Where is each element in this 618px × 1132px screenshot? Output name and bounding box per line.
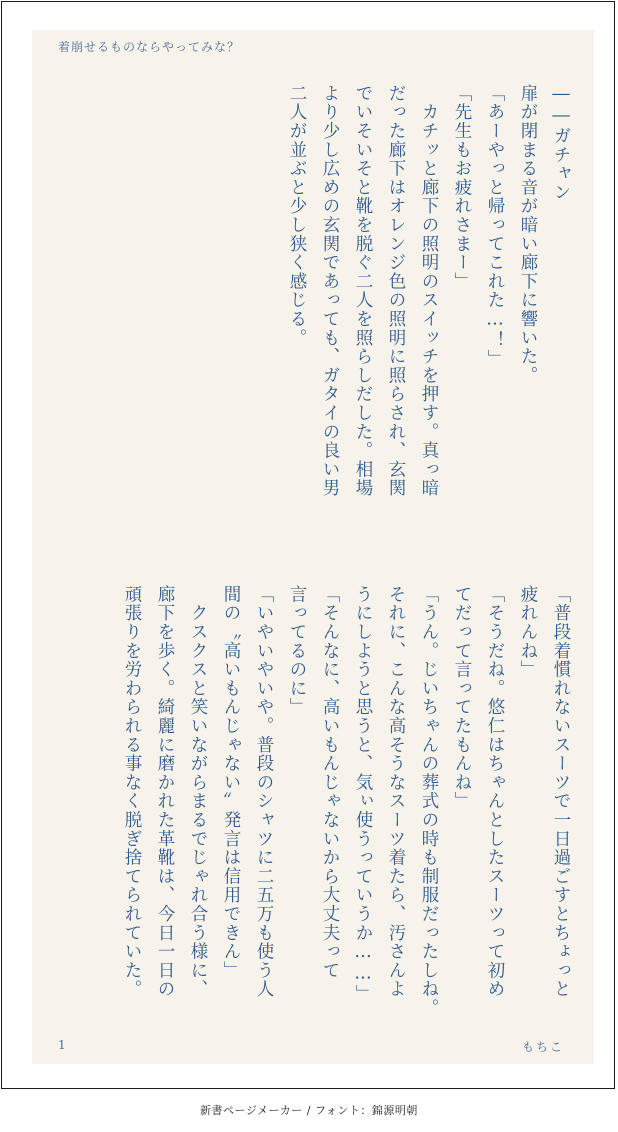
text-line: 間の〝高いもんじゃない〟発言は信用できん」 <box>221 585 241 980</box>
text-line: 扉が閉まる音が暗い廊下に響いた。 <box>518 84 538 385</box>
text-line: だった廊下はオレンジ色の照明に照らされ、玄関 <box>386 84 406 498</box>
text-line: 言ってるのに」 <box>287 585 307 717</box>
text-line: 「普段着慣れないスーツで一日過ごすとちょっと <box>551 585 571 999</box>
text-line: より少し広めの玄関であっても、ガタイの良い男 <box>320 84 340 498</box>
page-number: 1 <box>58 1038 66 1052</box>
text-line: 「そうだね。悠仁はちゃんとしたスーツって初め <box>485 585 505 999</box>
text-line: 「うん。じいちゃんの葬式の時も制服だったしね。 <box>419 585 439 1018</box>
text-line: 「いやいやいや。普段のシャツに二五万も使う人 <box>254 585 274 999</box>
text-line: 頑張りを労わられる事なく脱ぎ捨てられていた。 <box>122 585 142 999</box>
text-line: うにしようと思うと、気ぃ使うっていうか……」 <box>353 585 373 1004</box>
text-line: 「そんなに、高いもんじゃないから大丈夫って <box>320 585 340 980</box>
footer-credit: 新書ページメーカー / フォント：錦源明朝 <box>200 1104 418 1117</box>
page-header-title: 着崩せるものならやってみな？ <box>58 40 241 54</box>
text-block-bottom <box>49 585 577 1035</box>
text-line: ――ガチャン <box>551 84 571 202</box>
text-line: 「あーやっと帰ってこれた…！」 <box>485 84 505 369</box>
novel-page <box>32 30 594 1064</box>
text-line: クスクスと笑いながらまるでじゃれ合う様に、 <box>188 585 208 999</box>
text-line: てだって言ってたもんね」 <box>452 585 472 811</box>
text-line: 廊下を歩く。綺麗に磨かれた革靴は、今日一日の <box>155 585 175 999</box>
text-line: 二人が並ぶと少し狭く感じる。 <box>287 84 307 348</box>
text-line: 「先生もお疲れさまー」 <box>452 84 472 291</box>
text-line: カチッと廊下の照明のスイッチを押す。真っ暗 <box>419 84 439 498</box>
text-block-top <box>49 84 577 544</box>
text-line: 疲れんね」 <box>518 585 538 679</box>
page-card <box>1 1 615 1089</box>
text-line: それに、こんな高そうなスーツ着たら、汚さんよ <box>386 585 406 999</box>
text-line: でいそいそと靴を脱ぐ二人を照らしだした。相場 <box>353 84 373 498</box>
author-name: もちこ <box>521 1040 564 1054</box>
